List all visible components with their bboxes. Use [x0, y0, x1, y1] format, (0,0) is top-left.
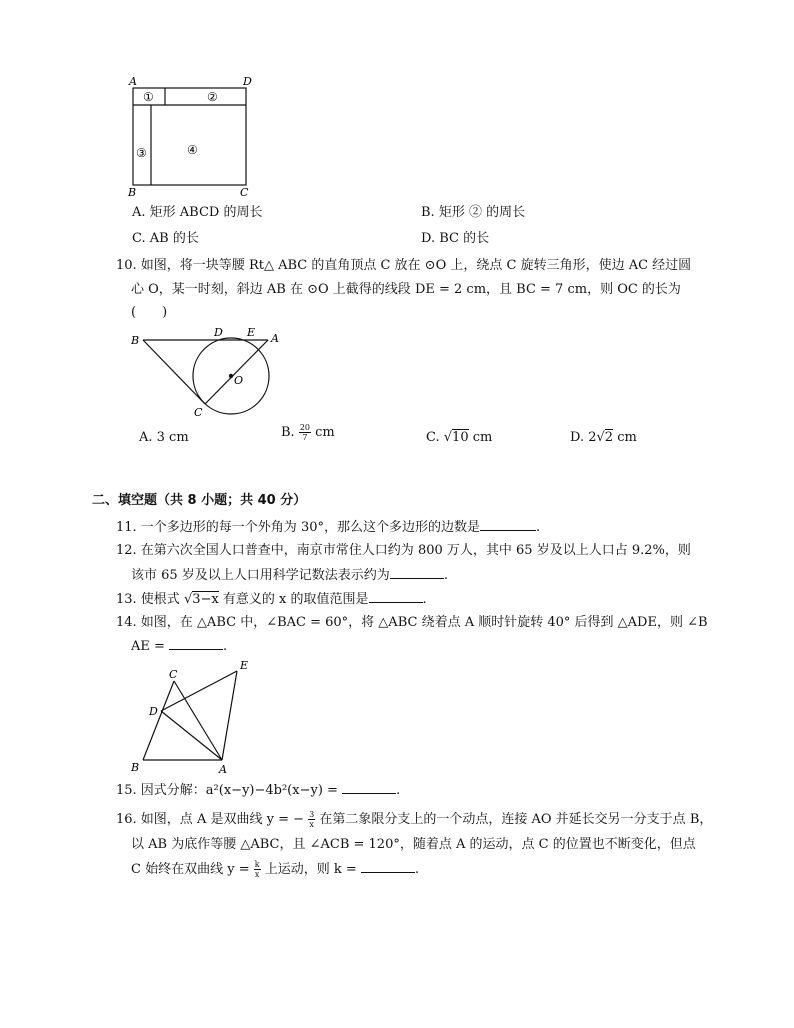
- q10-option-d-sqrt-icon: √: [596, 430, 605, 445]
- q10-option-b-denominator: 7: [302, 433, 308, 442]
- q13-sqrt-icon: √: [183, 592, 193, 607]
- fig10-label-c: C: [194, 406, 203, 419]
- fig14-label-d: D: [149, 705, 158, 718]
- q12-line2-text: 该市 65 岁及以上人口用科学记数法表示约为: [131, 568, 390, 583]
- q10-option-d-prefix: D. 2: [570, 430, 597, 445]
- fig10-label-d: D: [214, 326, 223, 339]
- q16-fraction-1-denominator: x: [309, 820, 314, 829]
- segment-c-a: [174, 681, 222, 760]
- q10-line3: ( ): [131, 305, 168, 320]
- q14-period: .: [223, 639, 228, 654]
- fig10-label-e: E: [247, 326, 256, 339]
- q12-line1: 12. 在第六次全国人口普查中，南京市常住人口约为 800 万人，其中 65 岁及以上人口占 9.2%，则: [116, 543, 691, 558]
- segment-d-a: [161, 711, 222, 760]
- q12-period: .: [443, 568, 448, 583]
- q9-option-c: C. AB 的长: [132, 231, 199, 246]
- q16-line2: 以 AB 为底作等腰 △ABC，且 ∠ACB = 120°，随着点 A 的运动，点 C 的位置也不断变化，但点: [131, 837, 696, 852]
- q16-fraction-2-denominator: x: [254, 870, 260, 879]
- q10-option-b-unit: cm: [315, 425, 335, 440]
- rect-region-4: ④: [187, 143, 198, 157]
- q14-line2-text: AE =: [131, 639, 165, 654]
- rect-region-2: ②: [207, 90, 218, 104]
- q16-line3-a: C 始终在双曲线 y =: [131, 862, 250, 877]
- q10-option-d-radicand: 2: [604, 430, 614, 445]
- q13-suffix: 有意义的 x 的取值范围是: [222, 592, 369, 607]
- segment-b-c: [143, 681, 174, 760]
- q10-option-c-prefix: C.: [426, 430, 444, 445]
- fig10-label-b: B: [131, 334, 140, 347]
- q16-line1-b: 在第二象限分支上的一个动点，连接 AO 并延长交另一分支于点 B，: [319, 812, 713, 827]
- rect-label-d: D: [243, 75, 252, 88]
- q10-option-c-sqrt-icon: √: [443, 430, 453, 445]
- q15-text: 15. 因式分解：a²(x−y)−4b²(x−y) =: [116, 783, 338, 798]
- q10-option-c-unit: cm: [472, 430, 493, 445]
- q16-fraction-2-numerator: k: [254, 860, 260, 869]
- fig14-label-e: E: [240, 659, 249, 672]
- rect-label-b: B: [128, 186, 137, 199]
- q10-option-d-unit: cm: [617, 430, 637, 445]
- q14-line1: 14. 如图，在 △ABC 中，∠BAC = 60°，将 △ABC 绕着点 A 顺时针旋转 40° 后得到 △ADE，则 ∠B: [116, 615, 708, 630]
- q10-option-b-numerator: 20: [299, 423, 311, 432]
- rect-region-3: ③: [136, 146, 147, 160]
- q16-line3-b: 上运动，则 k =: [264, 862, 357, 877]
- q16-fraction-1-numerator: 3: [309, 810, 315, 819]
- q15-period: .: [396, 783, 401, 798]
- q10-line1: 10. 如图，将一块等腰 Rt△ ABC 的直角顶点 C 放在 ⊙O 上，绕点 C 旋转三角形，使边 AC 经过圆: [116, 258, 692, 273]
- q16-answer-blank[interactable]: [361, 860, 415, 873]
- q16-line1: [116, 810, 712, 829]
- q10-option-c-radicand: 10: [452, 430, 469, 445]
- fig10-label-o: O: [234, 374, 244, 387]
- q10-option-a: A. 3 cm: [139, 430, 189, 445]
- q15: [116, 781, 400, 800]
- fig14-label-a: A: [219, 763, 227, 776]
- q11-period: .: [535, 520, 541, 535]
- q9-option-d: D. BC 的长: [421, 231, 490, 246]
- rect-label-a: A: [129, 75, 137, 88]
- fig10-label-a: A: [271, 332, 279, 345]
- q9-option-b: B. 矩形 ② 的周长: [421, 205, 526, 220]
- q13-prefix: 13. 使根式: [116, 592, 180, 607]
- rect-label-c: C: [240, 186, 249, 199]
- section-heading: 二、填空题（共 8 小题；共 40 分）: [92, 493, 307, 508]
- q16-line1-a: 16. 如图，点 A 是双曲线 y = −: [116, 812, 304, 827]
- q9-option-a: A. 矩形 ABCD 的周长: [132, 205, 263, 220]
- q10-option-b-prefix: B.: [281, 425, 295, 440]
- q16-fraction-1: [308, 810, 315, 829]
- q15-answer-blank[interactable]: [342, 781, 396, 794]
- q11-text: 11. 一个多边形的每一个外角为 30°，那么这个多边形的边数是: [116, 520, 480, 535]
- q13-period: .: [422, 592, 427, 607]
- q16-fraction-2: [254, 860, 261, 879]
- q16-period: .: [414, 862, 420, 877]
- fig14-label-c: C: [169, 668, 178, 681]
- rect-region-1: ①: [143, 90, 154, 104]
- segment-e-a: [222, 671, 237, 760]
- q16-line3: [131, 860, 419, 879]
- fig14-label-b: B: [131, 761, 140, 774]
- q13-radicand: 3−x: [192, 592, 219, 607]
- q10-line2: 心 O，某一时刻，斜边 AB 在 ⊙O 上截得的线段 DE = 2 cm，且 BC = 7 cm，则 OC 的长为: [131, 282, 681, 297]
